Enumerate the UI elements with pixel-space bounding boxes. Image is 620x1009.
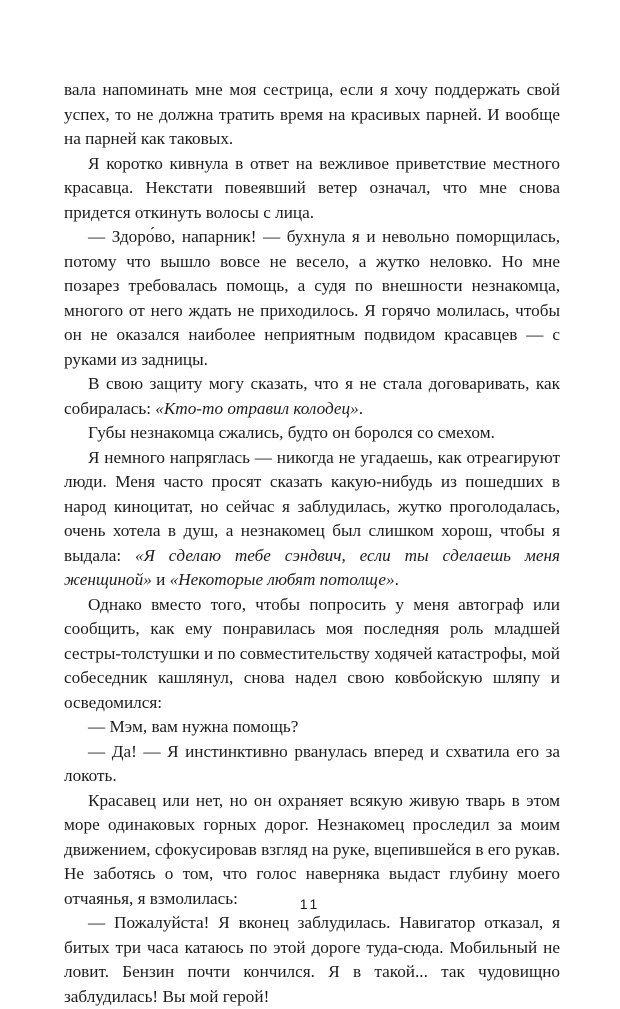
paragraph	[64, 740, 560, 789]
paragraph	[64, 225, 560, 372]
text-run: вала напоминать мне моя сестрица, если я хочу поддержать свой успех, то не должна тратить время на красивых парней. И вообще на парней как таковых.	[64, 80, 560, 148]
paragraph	[64, 593, 560, 716]
text-run: — Да! — Я инстинктивно рванулась вперед и схватила его за локоть.	[64, 741, 560, 785]
text-run: — Мэм, вам нужна помощь?	[88, 717, 299, 736]
page-number: 11	[299, 896, 321, 912]
text-run: — Пожалуйста! Я вконец заблудилась. Навигатор отказал, я битых три часа катаюсь по этой дороге туда-сюда. Мобильный не ловит. Бензин почти кончился. Я в такой... так чудовищно заблудилась! Вы мой герой!	[64, 913, 560, 1006]
text-run: .	[394, 570, 399, 589]
paragraph	[64, 421, 560, 446]
text-run: В свою защиту могу сказать, что я не стала договаривать, как собиралась:	[64, 374, 560, 418]
paragraph	[64, 715, 560, 740]
text-run: и	[151, 570, 170, 589]
text-run: Я коротко кивнула в ответ на вежливое приветствие местного красавца. Некстати повеявший ветер означал, что мне снова придется откинуть волосы с лица.	[64, 153, 560, 222]
paragraph	[64, 372, 560, 421]
italic-quote: «Я сделаю тебе сэндвич, если ты сделаешь меня женщиной»	[64, 545, 560, 589]
italic-quote: «Кто-то отравил колодец»	[155, 398, 359, 418]
text-run: Красавец или нет, но он охраняет всякую живую тварь в этом море одинаковых горных дорог. Незнакомец проследил за моим движением, сфокусировав взгляд на руке, вцепившейся в его рукав. Не заботясь о том, что голос наверняка выдаст глубину моего отчаянья, я взмолилась:	[64, 790, 560, 908]
paragraph	[64, 78, 560, 152]
text-run: — Здоро́во, напарник! — бухнула я и невольно поморщилась, потому что вышло вовсе не весело, а жутко неловко. Но мне позарез требовалась помощь, а судя по внешности незнакомца, многого от него ждать не приходилось. Я горячо молилась, чтобы он не оказался наиболее неприятным подвидом красавцев — с руками из задницы.	[64, 227, 560, 369]
italic-quote: «Некоторые любят потолще»	[169, 570, 395, 589]
text-run: .	[358, 398, 364, 418]
paragraph	[64, 911, 560, 1009]
text-run: Однако вместо того, чтобы попросить у меня автограф или сообщить, как ему понравилась моя последняя роль младшей сестры-толстушки и по совместительству ходячей катастрофы, мой собеседник кашлянул, снова надел свою ковбойскую шляпу и осведомился:	[64, 594, 560, 712]
paragraph	[64, 789, 560, 912]
text-run: Я немного напряглась — никогда не угадаешь, как отреагируют люди. Меня часто просят сказать какую-нибудь из пошедших в народ киноцитат, но сейчас я заблудилась, жутко проголодалась, очень хотела в душ, а незнакомец был слишком хорош, чтобы я выдала:	[64, 447, 560, 565]
body-text	[64, 78, 560, 1009]
paragraph	[64, 152, 560, 226]
text-run: Губы незнакомца сжались, будто он боролся со смехом.	[88, 423, 495, 442]
paragraph	[64, 446, 560, 593]
